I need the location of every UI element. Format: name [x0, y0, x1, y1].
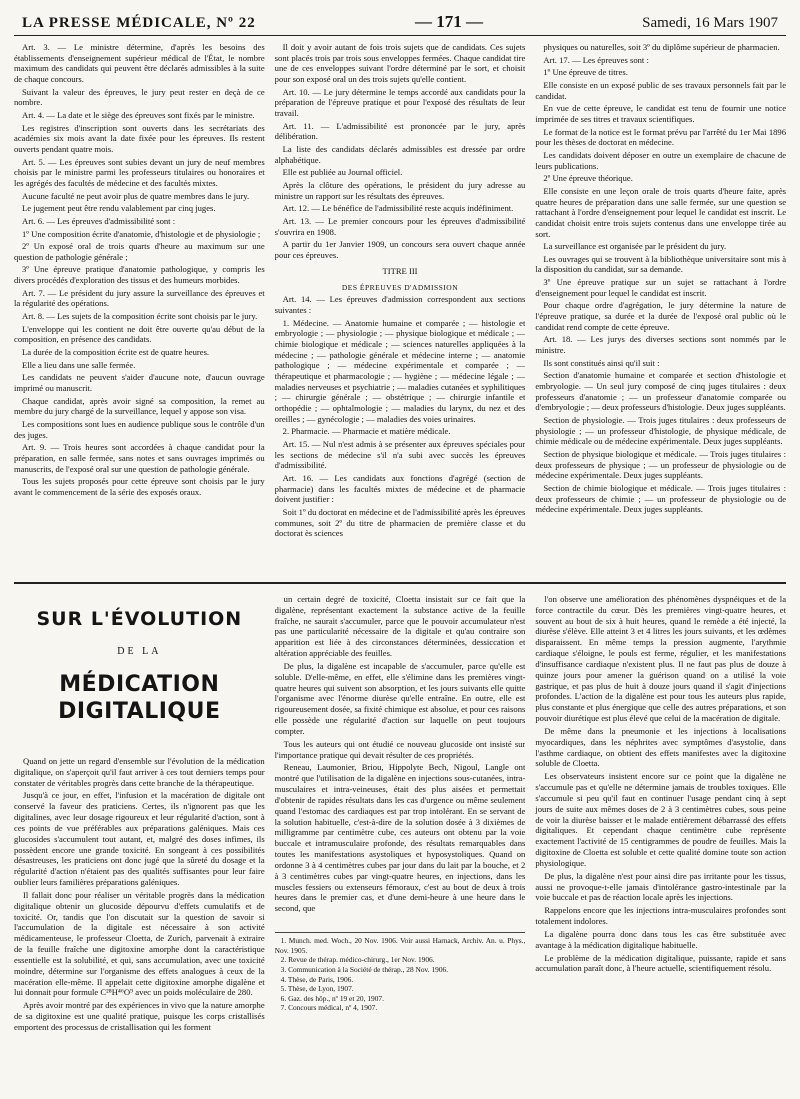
decree-paragraph: Art. 13. — Le premier concours pour les épreuves d'admissibilité s'ouvrira en 1908.: [274, 215, 526, 237]
footnote: 6. Gaz. des hôp., nº 19 et 20, 1907.: [280, 993, 384, 1003]
footnote: 1. Munch. med. Woch., 20 Nov. 1906. Voir aussi Harnack, Archiv. An. u. Phys., Nov. 1905.: [274, 936, 526, 955]
decree-paragraph: Art. 16. — Les candidats aux fonctions d'agrégé (section de pharmacie) dans les facultés mixtes de médecine et de pharmacie doivent justifier :: [274, 472, 526, 505]
decree-paragraph: Art. 7. — Le président du jury assure la surveillance des épreuves et la régularité des opérations.: [14, 287, 265, 309]
decree-column-2: [275, 42, 526, 582]
decree-paragraph: 1. Médecine. — Anatomie humaine et comparée ; — histologie et embryologie ; — physiologie ; — physique biologique et médicale ; — chimie biologique et médicale ; — sciences naturelles appliquées à la médecine ; — pathologie générale et médecine interne ; — anatomie pathologique ; — médecine expérimentale et comparée ; — thérapeutique et pharmacologie ; — hygiène ; — médecine légale ; — maladies nerveuses et psychiatrie ; — maladies cutanées et syphilitiques ; — chirurgie générale ; — obstétrique ; — chirurgie infantile et orthopédie ; — ophtalmologie ; — maladies du larynx, du nez et des oreilles ; — gynécologie ; — maladies des voies urinaires.: [274, 317, 526, 424]
publication-name: LA PRESSE MÉDICALE, Nº 22: [22, 15, 256, 31]
article-paragraph: De plus, la digalène est incapable de s'accumuler, parce qu'elle est soluble. D'elle-même, en effet, elle s'élimine dans les premières vingt-quatre heures qui suivent son absorption, et les jours suivants elle quitte l'organisme avec l'énorme diurèse qu'elle entraîne. En outre, elle est rigoureusement dosée, sa fixité chimique est absolue, et pour ces raisons elle possède une régularité d'action sur laquelle on peut toujours compter.: [274, 660, 526, 736]
decree-paragraph: Après la clôture des opérations, le président du jury adresse au ministre un rapport sur les résultats des épreuves.: [274, 179, 526, 201]
footnotes: [275, 932, 526, 1013]
decree-paragraph: Section de chimie biologique et médicale. — Trois juges titulaires : deux professeurs de chimie ; — un professeur de physiologie ou de médecine expérimentale. Deux juges suppléants.: [535, 482, 786, 515]
footnote: 3. Communication à la Société de thérap., 28 Nov. 1906.: [280, 964, 449, 974]
issue-date: Samedi, 16 Mars 1907: [642, 15, 778, 31]
decree-paragraph: Soit 1º du doctorat en médecine et de l'admissibilité après les épreuves communes, soit 2º du titre de pharmacien de première classe et du doctorat ès sciences: [274, 506, 526, 539]
article-title-line2: DE LA: [117, 645, 162, 657]
decree-section: [14, 36, 786, 584]
article-paragraph: Après avoir montré par des expériences in vivo que la nature amorphe de sa digitoxine est une qualité pratique, puisque les corps cristallisés emportent des processus de cristallisation qui les forment: [14, 1000, 265, 1032]
decree-paragraph: Elle consiste en un exposé public de ses travaux personnels fait par le candidat.: [535, 79, 786, 101]
decree-paragraph: Art. 17. — Les épreuves sont :: [543, 54, 649, 65]
decree-paragraph: Les registres d'inscription sont ouverts dans les secrétariats des académies six mois avant la date fixée pour les épreuves. Ils restent ouverts pendant quatre mois.: [14, 122, 265, 154]
page-number: — 171 —: [414, 12, 483, 31]
section-title: TITRE III: [382, 266, 418, 277]
decree-paragraph: En vue de cette épreuve, le candidat est tenu de fournir une notice imprimée de ses titres et travaux scientifiques.: [535, 103, 786, 124]
decree-paragraph: physiques ou naturelles, soit 3º du diplôme supérieur de pharmacien.: [543, 42, 780, 52]
article-paragraph: Rappelons encore que les injections intra-musculaires profondes sont totalement indolores.: [535, 905, 786, 927]
article-paragraph: De plus, la digalène n'est pour ainsi dire pas irritante pour les tissus, aussi ne provoque-t-elle jamais d'intolérance gastro-intestinale par la voie buccale et pas de réaction locale après les injections.: [535, 870, 786, 903]
footnote: 2. Revue de thérap. médico-chirurg., 1er Nov. 1906.: [280, 955, 435, 965]
decree-paragraph: A partir du 1er Janvier 1909, un concours sera ouvert chaque année pour ces épreuves.: [274, 239, 526, 260]
article-title: [14, 608, 265, 726]
decree-paragraph: Art. 8. — Les sujets de la composition écrite sont choisis par le jury.: [22, 311, 258, 322]
decree-paragraph: 3º Une épreuve pratique d'anatomie pathologique, y compris les divers procédés d'exploration des tissus et des humeurs morbides.: [14, 264, 265, 286]
decree-paragraph: Art. 4. — La date et le siège des épreuves sont fixés par le ministre.: [22, 109, 255, 120]
article-paragraph: l'on observe une amélioration des phénomènes dyspnéiques et de la force contractile du cœur. Dès les premières vingt-quatre heures, et souvent au bout de six à huit heures, quand le remède a été injecté, la diurèse s'élève. Elle atteint 3 et 4 litres les jours suivants, et les œdèmes disparaissent. En même temps la pression augmente, l'arythmie cardiaque s'éloigne, le pouls est ferme, régulier, et les manifestations d'insuffisance cardiaque n'existent plus. Il ne faut pas plus de douze à quinze jours pour amener la guérison quand on a utilisé la voie gastrique, et pas plus de huit à douze jours quand il s'agit d'injections profondes. L'action de la digalène est pour tous les auteurs plus rapide, plus constante et plus énergique que celle des autres préparations, et son pouvoir diurétique est plus élevé que celui de la macération de digitale.: [535, 594, 786, 724]
decree-paragraph: Art. 3. — Le ministre détermine, d'après les besoins des établissements d'enseignement supérieur médical de l'État, le nombre maximum des candidats qui peuvent être déclarés admissibles à la suite de chaque concours.: [14, 42, 265, 84]
decree-paragraph: Elle consiste en une leçon orale de trois quarts d'heure faite, après quatre heures de préparation dans une salle fermée, sur une question se rattachant à l'ordre d'enseignement pour lequel le candidat est inscrit. Le candidat choisit entre trois sujets contenus dans une enveloppe tirée au sort.: [535, 185, 786, 239]
decree-paragraph: 1º Une composition écrite d'anatomie, d'histologie et de physiologie ;: [22, 228, 261, 239]
decree-paragraph: Les ouvrages qui se trouvent à la bibliothèque universitaire sont mis à la disposition du candidat, sur sa demande.: [535, 253, 786, 275]
section-subtitle: DES ÉPREUVES D'ADMISSION: [341, 283, 459, 293]
decree-paragraph: Ils sont constitués ainsi qu'il suit :: [543, 357, 660, 368]
article-column-3: [535, 594, 786, 1099]
decree-paragraph: Art. 5. — Les épreuves sont subies devant un jury de neuf membres choisis par le ministre parmi les professeurs titulaires ou honoraires et les agrégés des facultés de médecine et des facultés mixtes.: [14, 156, 265, 188]
footnote: 5. Thèse, de Lyon, 1907.: [280, 984, 354, 994]
decree-paragraph: Les candidats doivent déposer en outre un exemplaire de chacune de leurs publications.: [535, 149, 786, 171]
decree-paragraph: Art. 10. — Le jury détermine le temps accordé aux candidats pour la préparation de l'épreuve pratique et pour l'exposé des résultats de leur travail.: [274, 86, 526, 118]
decree-paragraph: Tous les sujets proposés pour cette épreuve sont choisis par le jury avant le commencement de la série des exposés oraux.: [14, 476, 265, 497]
decree-paragraph: Les candidats ne peuvent s'aider d'aucune note, d'aucun ouvrage imprimé ou manuscrit.: [14, 372, 265, 394]
decree-paragraph: Elle est publiée au Journal officiel.: [282, 167, 403, 178]
article-paragraph: La digalène pourra donc dans tous les cas être substituée avec avantage à la médication digitalique habituelle.: [535, 928, 786, 950]
decree-paragraph: 3º Une épreuve pratique sur un sujet se rattachant à l'ordre d'enseignement pour lequel le candidat est inscrit.: [535, 277, 786, 298]
decree-paragraph: 2º Une épreuve théorique.: [543, 173, 633, 184]
decree-paragraph: Aucune faculté ne peut avoir plus de quatre membres dans le jury.: [22, 190, 250, 201]
decree-paragraph: Il doit y avoir autant de fois trois sujets que de candidats. Ces sujets sont placés trois par trois sous enveloppes fermées. Chaque candidat tire une de ces enveloppes suivant l'ordre déterminé par le sort, et choisit pour son exposé oral un des trois sujets qu'elle contient.: [274, 42, 526, 84]
decree-paragraph: L'enveloppe qui les contient ne doit être ouverte qu'au début de la composition, en présence des candidats.: [14, 323, 265, 345]
decree-paragraph: Le format de la notice est le format prévu par l'arrêté du 1er Mai 1896 pour les thèses de doctorat en médecine.: [535, 126, 786, 148]
article-column-1: [14, 594, 265, 1099]
decree-paragraph: Section de physique biologique et médicale. — Trois juges titulaires : deux professeurs de physique ; — un professeur de physiologie ou de médecine expérimentale. Deux juges suppléants.: [535, 448, 786, 481]
article-paragraph: De même dans la pneumonie et les injections à localisations myocardiques, dans les néphrites avec symptômes d'asystolie, dans l'asthme cardiaque, on obtient des effets manifestes avec la digitoxine soluble de Cloetta.: [535, 725, 786, 769]
article-paragraph: Reneau, Laumonier, Briou, Hippolyte Bech, Nigoul, Langle ont montré que l'utilisation de la digalène en injections sous-cutanées, intra-musculaires et intra-veineuses, était des plus aisées et permettait d'obtenir de rapides résultats dans les cas d'urgence ou même seulement quand l'estomac des cardiaques est par trop intolérant. En se servant de la solution habituelle, c'est-à-dire de la solution dosée à 3 dixièmes de milligramme par centimètre cube, ces auteurs ont obtenu par la voie buccale et intramusculaire profonde, des résultats remarquables dans toutes les manifestations asystoliques et hyposystoliques. Quand on ordonne 3 à 4 centimètres cubes par jour dans du lait par la bouche, et 2 à 3 centimètres cubes par vingt-quatre heures, en injections, dans les muscles fessiers ou extenseurs fémoraux, c'est au bout de deux à trois heures dans le premier cas, et d'une demi-heure à une heure dans le second, que: [274, 762, 526, 914]
decree-paragraph: La durée de la composition écrite est de quatre heures.: [22, 347, 210, 358]
decree-paragraph: 1º Une épreuve de titres.: [543, 67, 628, 78]
decree-paragraph: La liste des candidats déclarés admissibles est dressée par ordre alphabétique.: [274, 143, 526, 165]
decree-paragraph: Art. 15. — Nul n'est admis à se présenter aux épreuves spéciales pour les sections de médecine s'il n'a subi avec succès les épreuves d'admissibilité.: [274, 438, 526, 471]
decree-paragraph: Section d'anatomie humaine et comparée et section d'histologie et embryologie. — Un seul jury composé de cinq juges titulaires : deux professeurs d'anatomie ; — un professeur d'anatomie comparée ou d'embryologie ; — deux professeurs d'histologie. Deux juges suppléants.: [535, 370, 786, 413]
decree-paragraph: Le jugement peut être rendu valablement par cinq juges.: [22, 203, 216, 214]
decree-paragraph: Les compositions sont lues en audience publique sous le contrôle d'un des juges.: [14, 419, 265, 440]
article-title-line1: SUR L'ÉVOLUTION: [36, 608, 243, 630]
decree-column-3: [535, 42, 786, 582]
footnote: 4. Thèse, de Paris, 1906.: [280, 974, 354, 984]
decree-paragraph: Art. 11. — L'admissibilité est prononcée par le jury, après délibération.: [274, 120, 526, 142]
decree-paragraph: Pour chaque ordre d'agrégation, le jury détermine la nature de l'épreuve pratique, sa durée et la durée de l'exposé oral public où le candidat rend compte de cette épreuve.: [535, 300, 786, 332]
decree-paragraph: 2º Un exposé oral de trois quarts d'heure au maximum sur une question de pathologie générale ;: [14, 241, 265, 262]
decree-paragraph: Art. 12. — Le bénéfice de l'admissibilité reste acquis indéfiniment.: [282, 203, 514, 214]
article-paragraph: Jusqu'à ce jour, en effet, l'infusion et la macération de digitale ont conservé la faveur des praticiens. Certes, ils n'ignorent pas que les digitalines, avec leur dosage rigoureux et leur régularité d'action, sont à ces points de vue préférables aux préparations galéniques. Mais ces glucosides s'accumulent tout autant, et, malgré des doses infimes, ils possèdent encore une grande toxicité. En songeant à ces possibilités désastreuses, les praticiens ont donc jugé que la sûreté du dosage et la régularité d'action n'étaient pas des qualités suffisantes pour leur faire oublier leurs familières préparations galéniques.: [14, 790, 265, 888]
decree-column-1: [14, 42, 265, 582]
article-section: [14, 584, 786, 1099]
decree-paragraph: Art. 6. — Les épreuves d'admissibilité sont :: [22, 215, 176, 226]
article-paragraph: Tous les auteurs qui ont étudié ce nouveau glucoside ont insisté sur l'importance pratique qui devait résulter de ces propriétés.: [274, 738, 526, 760]
article-title-line3: MÉDICATION DIGITALIQUE: [58, 671, 221, 725]
article-paragraph: Le problème de la médication digitalique, puissante, rapide et sans accumulation paraît donc, à l'heure actuelle, scientifiquement résolu.: [535, 952, 786, 974]
decree-paragraph: Chaque candidat, après avoir signé sa composition, la remet au membre du jury chargé de la surveillance, lequel y appose son visa.: [14, 395, 265, 417]
article-paragraph: Quand on jette un regard d'ensemble sur l'évolution de la médication digitalique, on s'aperçoit qu'il faut arriver à ces tout derniers temps pour constater de véritables progrès dans cette branche de la thérapeutique.: [14, 755, 265, 788]
decree-paragraph: Suivant la valeur des épreuves, le jury peut rester en deçà de ce nombre.: [14, 86, 265, 108]
decree-paragraph: Section de physiologie. — Trois juges titulaires : deux professeurs de physiologie ; — un professeur d'histologie, de physique médicale, de chimie médicale ou de médecine expérimentale. Deux juges suppléants.: [535, 415, 786, 447]
article-column-2: [275, 594, 526, 1099]
article-paragraph: un certain degré de toxicité, Cloetta insistait sur ce fait que la digalène, représentant exactement la substance active de la feuille fraîche, ne saurait s'accumuler, parce que le pouvoir accumulateur n'est pas une particularité nécessaire de la digitale et qu'au contraire son apparition est liée à des circonstances déterminées, dessiccation et altération appréciable des feuilles.: [274, 594, 526, 659]
decree-paragraph: 2. Pharmacie. — Pharmacie et matière médicale.: [282, 426, 451, 437]
decree-paragraph: La surveillance est organisée par le président du jury.: [543, 241, 727, 252]
article-paragraph: Il fallait donc pour réaliser un véritable progrès dans la médication digitalique obtenir un glucoside dépourvu d'effets cumulatifs et de toxicité. Or, tandis que l'on discutait sur la question de savoir si l'accumulation de la digitale est nécessaire à son activité médicamenteuse, le professeur Cloetta, de Zurich, parvenait à extraire de la feuille fraîche une digitoxine amorphe dont la caractéristique essentielle est la solubilité, et qui, sans accumulation, avec une toxicité moindre, détermine sur l'organisme des effets analogues à ceux de la macération elle-même. Il appelait cette digitoxine amorphe digalène et lui donnait pour formule C²⁸H⁴⁶O⁹ avec un poids moléculaire de 280.: [14, 889, 265, 998]
decree-paragraph: Art. 14. — Les épreuves d'admission correspondent aux sections suivantes :: [274, 294, 526, 316]
decree-paragraph: Art. 18. — Les jurys des diverses sections sont nommés par le ministre.: [535, 334, 786, 356]
decree-paragraph: Elle a lieu dans une salle fermée.: [22, 359, 136, 370]
page-header: [14, 12, 786, 36]
article-paragraph: Les observateurs insistent encore sur ce point que la digalène ne s'accumule pas et qu'elle ne détermine jamais de troubles toxiques. Elle s'accumule si peu qu'il faut en continuer l'usage pendant cinq à sept jours de suite aux mêmes doses de 2 à 3 centimètres cubes, sous peine de voir la diurèse baisser et le malade entièrement débarrassé des effets digitaliques. Et cependant chaque centimètre cube représente exactement l'activité de 15 centigrammes de poudre de feuilles. Mais la digitoxine de Cloetta est soluble et cette qualité domine toute son action physiologique.: [535, 771, 786, 868]
decree-paragraph: Art. 9. — Trois heures sont accordées à chaque candidat pour la préparation, en salle fermée, sans notes et sans ouvrages imprimés ou manuscrits, de l'exposé oral sur une question de pathologie générale.: [14, 442, 265, 474]
footnote: 7. Concours médical, nº 4, 1907.: [280, 1003, 378, 1013]
